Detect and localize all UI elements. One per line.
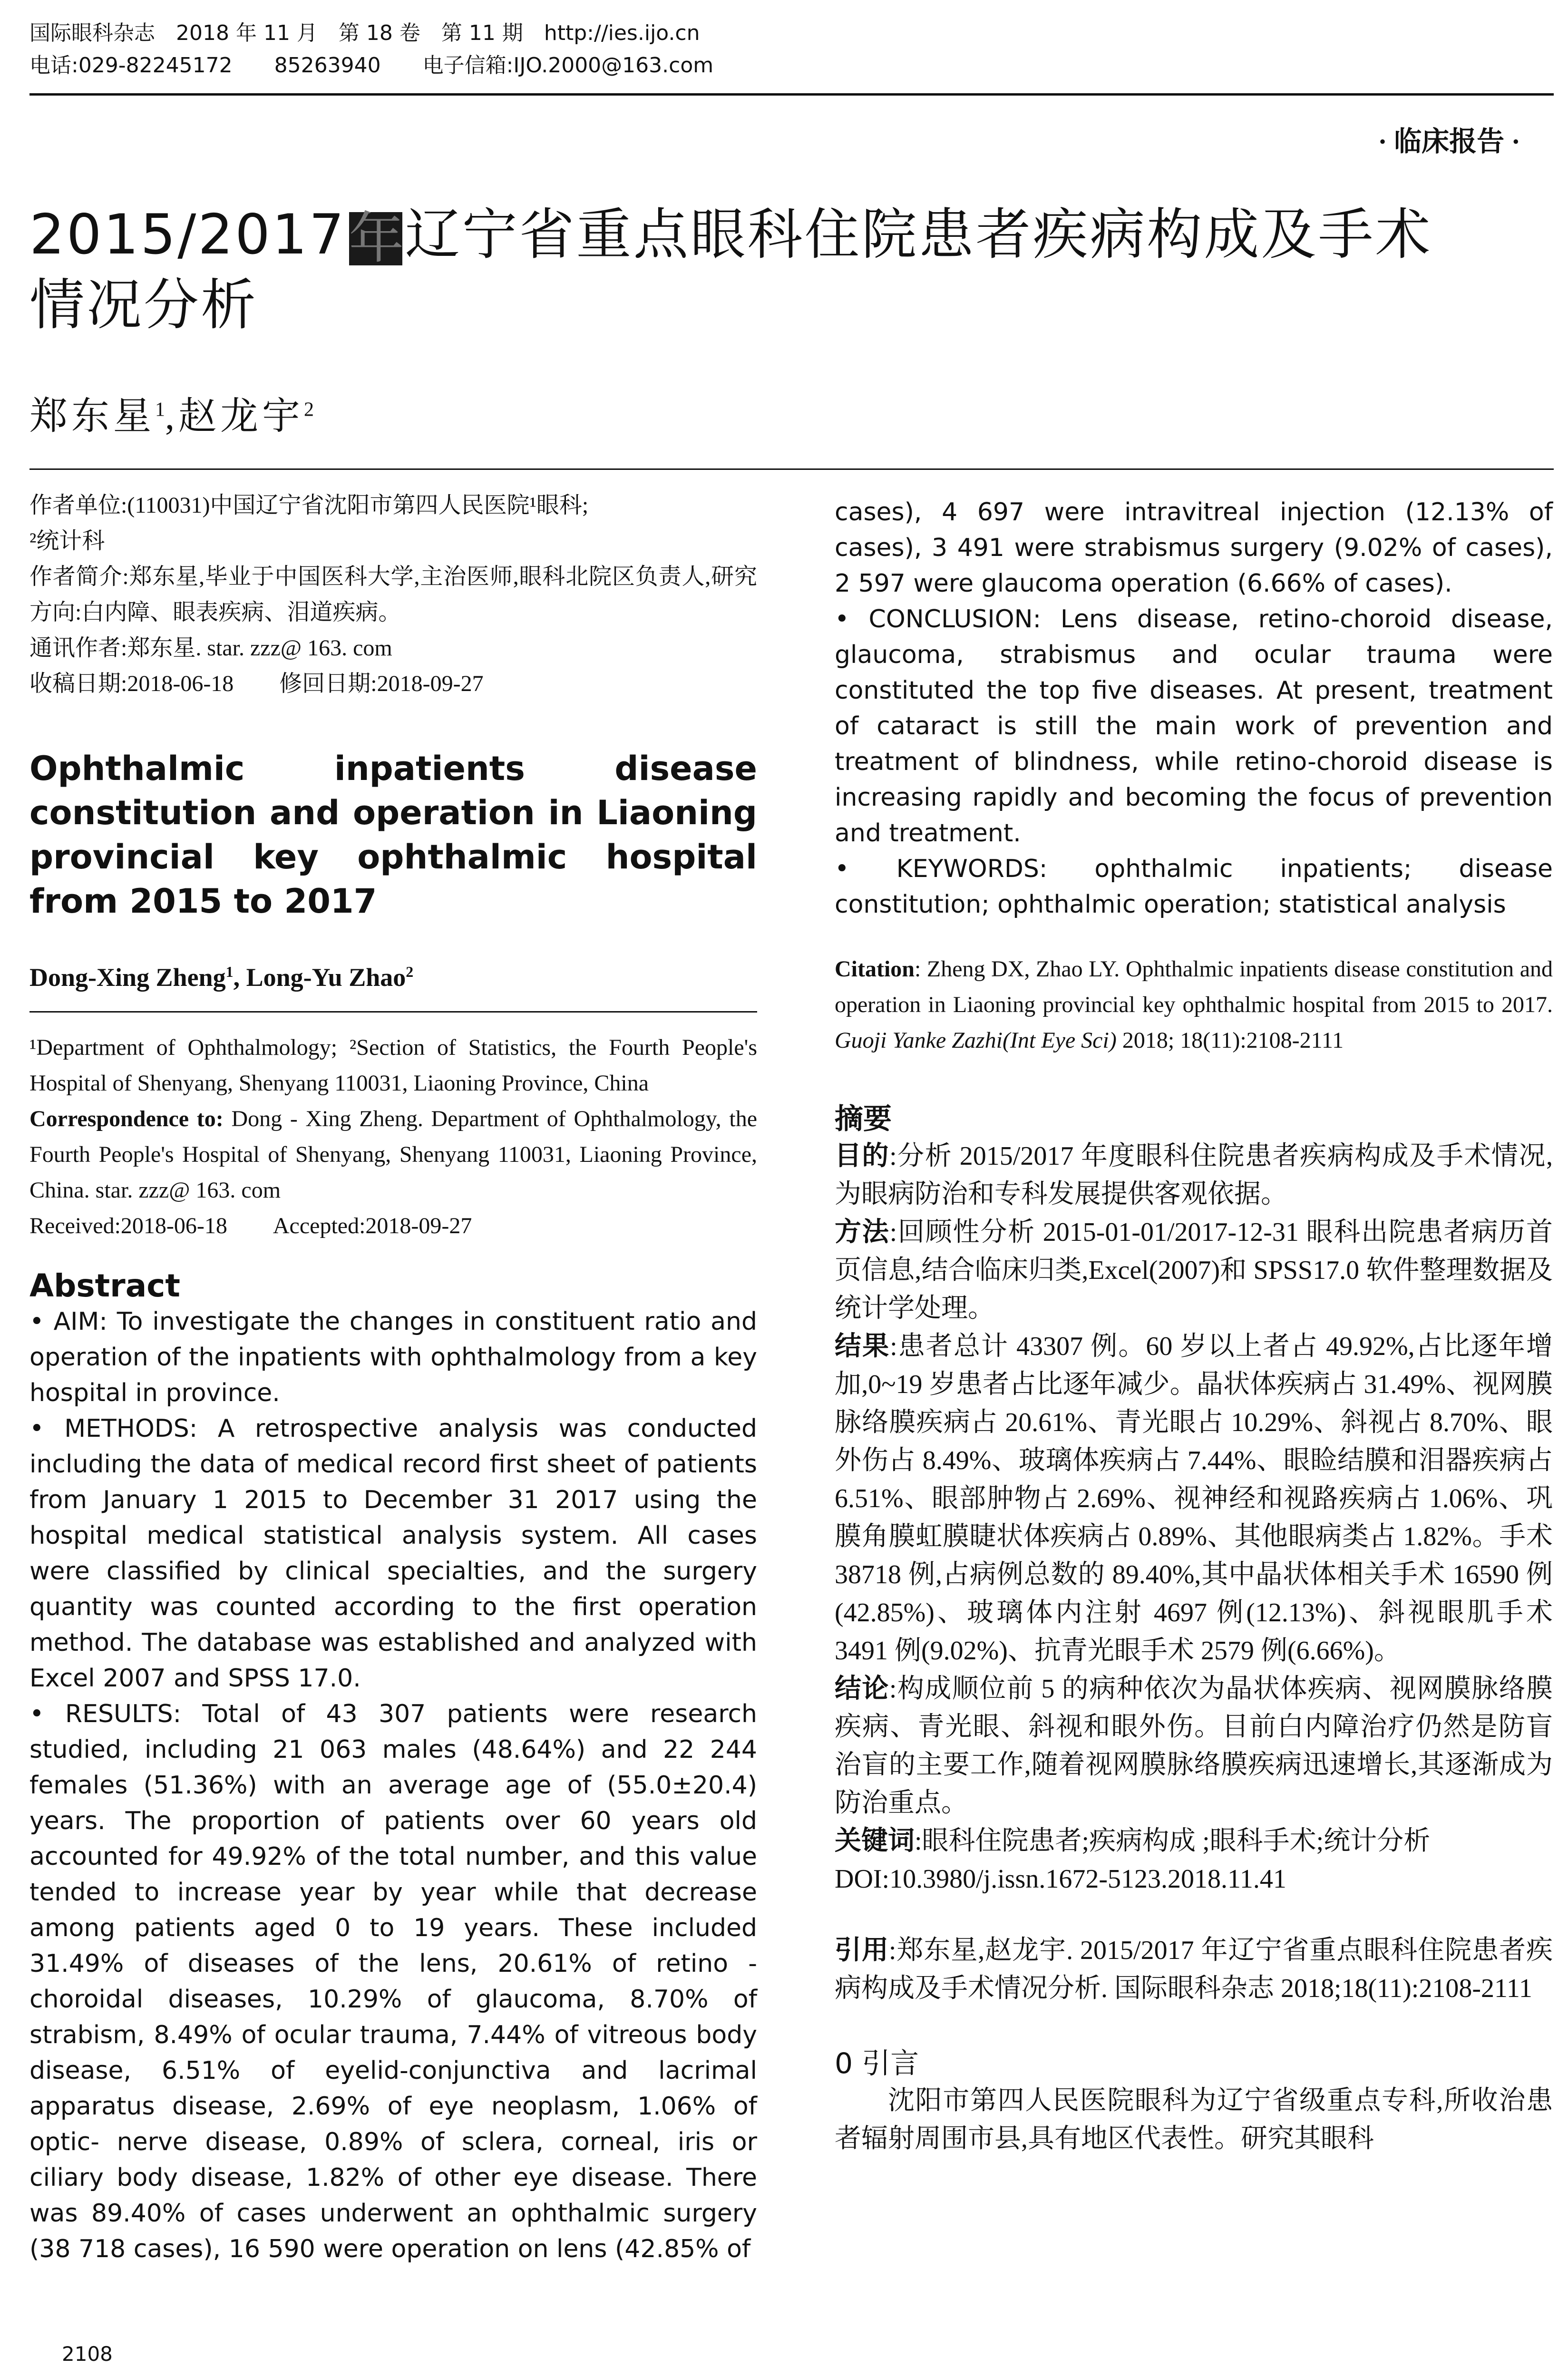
section-tag: · 临床报告 · [1378, 126, 1520, 157]
cn-abstract-heading: 摘要 [835, 1102, 892, 1136]
cn-abstract-results [835, 1327, 1553, 1670]
en-author-1-sup: 1 [225, 963, 234, 980]
abstract-keywords: • KEYWORDS: ophthalmic inpatients; disease constitution; ophthalmic operation; statistical analysis [835, 855, 1553, 919]
en-authors-rule [29, 992, 757, 1013]
en-author-2: Long-Yu Zhao [246, 963, 406, 992]
cn-doi: DOI:10.3980/j.issn.1672-5123.2018.11.41 [835, 1864, 1286, 1894]
cn-results-text: :患者总计 43307 例。60 岁以上者占 49.92%,占比逐年增加,0~19 岁患者占比逐年减少。晶状体疾病占 31.49%、视网膜脉络膜疾病占 20.61%、青光眼占 10.29%、斜视占 8.70%、眼外伤占 8.49%、玻璃体疾病占 7.44%、眼睑结膜和泪器疾病占 6.51%、眼部肿物占 2.69%、视神经和视路疾病占 1.06%、巩膜角膜虹膜睫状体疾病占 0.89%、其他眼病类占 1.82%。手术 38718 例,占病例总数的 89.40%,其中晶状体相关手术 16590 例(42.85%)、玻璃体内注射 4697 例(12.13%)、斜视眼肌手术 3491 例(9.02%)、抗青光眼手术 2579 例(6.66%)。 [835, 1332, 1553, 1666]
english-title: Ophthalmic inpatients disease constitution and operation in Liaoning provincial key ophthalmic hospital from 2015 to 2017 [29, 749, 757, 921]
author-1: 郑东星 [29, 396, 155, 438]
english-affiliation: ¹Department of Ophthalmology; ²Section of Statistics, the Fourth People's Hospital of Shenyang, Shenyang 110031, Liaoning Province, China [29, 1035, 757, 1096]
article-title [29, 200, 1551, 341]
cn-aim-text: :分析 2015/2017 年度眼科住院患者疾病构成及手术情况,为眼病防治和专科发展提供客观依据。 [835, 1141, 1553, 1209]
abstract-conclusion: • CONCLUSION: Lens disease, retino-choroid disease, glaucoma, strabismus and ocular trauma were constituted the top five diseases. At present, treatment of cataract is still the main work of prevention and treatment of blindness, while retino-choroid disease is increasing rapidly and becoming the focus of prevention and treatment. [835, 605, 1553, 848]
cn-conclusion-label: 结论 [835, 1673, 889, 1704]
year-mark: 年 [349, 206, 406, 271]
author-sep: , [165, 396, 178, 438]
page-number: 2108 [62, 2342, 113, 2366]
cn-keywords-text: :眼科住院患者;疾病构成 ;眼科手术;统计分析 [915, 1826, 1431, 1856]
abstract-aim: • AIM: To investigate the changes in constituent ratio and operation of the inpatients with ophthalmology from a key hospital in province. [29, 1307, 757, 1407]
author-2-sup: 2 [304, 399, 314, 421]
abstract-heading: Abstract [29, 1267, 180, 1304]
citation-journal: Guoji Yanke Zazhi(Int Eye Sci) [835, 1028, 1117, 1053]
author-1-sup: 1 [155, 399, 165, 421]
cn-results-label: 结果 [835, 1331, 890, 1362]
author-bio: 作者简介:郑东星,毕业于中国医科大学,主治医师,眼科北院区负责人,研究方向:白内障、眼表疾病、泪道疾病。 [29, 564, 757, 625]
cn-methods-text: :回顾性分析 2015-01-01/2017-12-31 眼科出院患者病历首页信息,结合临床归类,Excel(2007)和 SPSS17.0 软件整理数据及统计学处理。 [835, 1218, 1553, 1323]
cn-abstract-aim [835, 1137, 1553, 1213]
received-dates-cn: 收稿日期:2018-06-18 修回日期:2018-09-27 [29, 671, 484, 696]
cn-abstract-conclusion [835, 1670, 1553, 1822]
cn-citation-text: :郑东星,赵龙宇. 2015/2017 年辽宁省重点眼科住院患者疾病构成及手术情况分析. 国际眼科杂志 2018;18(11):2108-2111 [835, 1936, 1553, 2003]
title-prefix: 2015/2017 [29, 203, 346, 267]
author-2: 赵龙宇 [178, 396, 304, 438]
author-affiliation-2: ²统计科 [29, 528, 105, 554]
abstract-methods: • METHODS: A retrospective analysis was conducted including the data of medical record first sheet of patients from January 1 2015 to December 31 2017 using the hospital medical statistical analysis system. All cases were classified by clinical specialties, and the surgery quantity was counted according to the first operation method. The database was established and analyzed with Excel 2007 and SPSS 17.0. [29, 1414, 757, 1693]
cn-abstract-keywords [835, 1822, 1553, 1860]
cn-citation [835, 1931, 1553, 2007]
title-line2: 情况分析 [29, 273, 258, 337]
english-authors [29, 963, 757, 992]
authors-cn [29, 385, 314, 440]
english-correspondence [29, 1101, 757, 1208]
authors-rule [29, 468, 1554, 470]
intro-text: 沈阳市第四人民医院眼科为辽宁省级重点专科,所收治患者辐射周围市县,具有地区代表性。研究其眼科 [835, 2086, 1553, 2153]
english-received: Received:2018-06-18 Accepted:2018-09-27 [29, 1213, 472, 1238]
right-column [835, 495, 1553, 2158]
abstract-results-continued: cases), 4 697 were intravitreal injection (12.13% of cases), 3 491 were strabismus surgery (9.02% of cases), 2 597 were glaucoma operation (6.66% of cases). [835, 498, 1553, 598]
title-line1-suffix: 辽宁省重点眼科住院患者疾病构成及手术 [405, 203, 1432, 267]
cn-citation-label: 引用 [835, 1935, 889, 1966]
journal-header-line2: 电话:029-82245172 85263940 电子信箱:IJO.2000@163.com [29, 53, 714, 78]
citation-text: : Zheng DX, Zhao LY. Ophthalmic inpatients disease constitution and operation in Liaoning provincial key ophthalmic hospital from 2015 to 2017. [835, 956, 1553, 1017]
left-column [29, 487, 757, 2267]
en-author-sep: , [233, 963, 246, 992]
corresponding-author: 通讯作者:郑东星. star. zzz@ 163. com [29, 635, 392, 661]
cn-methods-label: 方法 [835, 1217, 890, 1247]
abstract-results: • RESULTS: Total of 43 307 patients were research studied, including 21 063 males (48.64%) and 22 244 females (51.36%) with an average age of (55.0±20.4) years. The proportion of patients over 60 years old accounted for 49.92% of the total number, and this value tended to increase year by year while that decrease among patients aged 0 to 19 years. These included 31.49% of diseases of the lens, 20.61% of retino - choroidal diseases, 10.29% of glaucoma, 8.70% of strabism, 8.49% of ocular trauma, 7.44% of vitreous body disease, 6.51% of eyelid-conjunctiva and lacrimal apparatus disease, 2.69% of eye neoplasm, 1.06% of optic- nerve disease, 0.89% of sclera, corneal, iris or ciliary body disease, 1.82% of other eye disease. There was 89.40% of cases underwent an ophthalmic surgery (38 718 cases), 16 590 were operation on lens (42.85% of [29, 1700, 757, 2263]
intro-heading: 0 引言 [835, 2047, 919, 2080]
citation-tail: 2018; 18(11):2108-2111 [1122, 1028, 1344, 1053]
author-affiliation: 作者单位:(110031)中国辽宁省沈阳市第四人民医院¹眼科; [29, 493, 589, 518]
correspondence-label: Correspondence to: [29, 1106, 224, 1131]
cn-abstract-methods [835, 1213, 1553, 1327]
citation-label: Citation [835, 956, 915, 982]
cn-keywords-label: 关键词 [835, 1825, 915, 1856]
journal-header-line1: 国际眼科杂志 2018 年 11 月 第 18 卷 第 11 期 http://ies.ijo.cn [29, 21, 700, 45]
en-author-1: Dong-Xing Zheng [29, 963, 226, 992]
english-citation [835, 951, 1553, 1058]
correspondence-text: Dong - Xing Zheng. Department of Ophthalmology, the Fourth People's Hospital of Shenyang, Shenyang 110031, Liaoning Province, China. star. zzz@ 163. com [29, 1106, 757, 1203]
cn-aim-label: 目的 [835, 1140, 890, 1171]
header-rule [29, 93, 1554, 96]
en-author-2-sup: 2 [406, 963, 414, 980]
cn-conclusion-text: :构成顺位前 5 的病种依次为晶状体疾病、视网膜脉络膜疾病、青光眼、斜视和眼外伤。目前白内障治疗仍然是防盲治盲的主要工作,随着视网膜脉络膜疾病迅速增长,其逐渐成为防治重点。 [835, 1674, 1553, 1818]
